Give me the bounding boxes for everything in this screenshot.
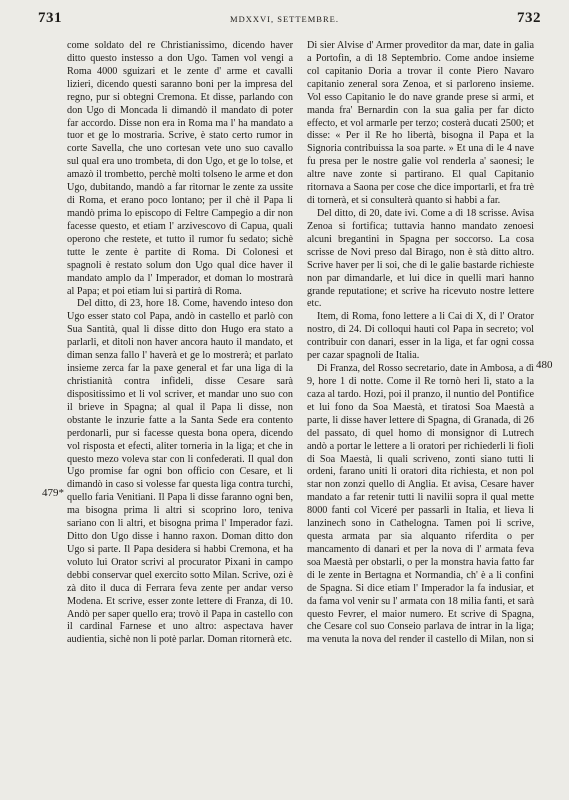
- right-text-column: [307, 40, 534, 647]
- margin-number-left: 479*: [42, 487, 64, 499]
- left-text-column: [67, 40, 293, 647]
- margin-number-right: 480: [536, 359, 553, 371]
- paragraph: come soldato del re Christianissimo, dicendo haver ditto questo instesso a don Ugo. Tamen vol vengi a Roma 4000 sguizari et le zente d' arme et cavalli lizieri, dicendo questi saranno boni per la impresa del regno, pur si obtegni Cremona. Et disse, parlando con don Ugo di Moncada li dimandò il mandato di poter far accordo. Disse non era in Roma ma l' ha mandato a tuor et ge lo mostraria. Scrive, è stato certo rumor in corte Savella, che uno cortesan vete uno suo cavallo sul qual era uno trombeta, di don Ugo, et ge lo tolse, et amazò il trombetto, perchè molti tolseno le arme et don Ugo, dubitando, mandò a far ritornar le zente za ussite di Roma, et erano poco lontano; per il chè il Papa li mandò prima lo episcopo di Feltre Campegio a dir non facesse questo, et etiam l' arzivescovo di Capua, quali operono che restete, et tutto il rumor fu sedato; sichè tutte le zente è partite di Roma. Di Colonesi et spagnoli è restato solum don Ugo qual dice haver il mandato amplo da l' Imperador, et doman lo mostrarà al Papa; et poi etiam lui si partirà di Roma.: [67, 40, 293, 297]
- running-title: MDXXVI, SETTEMBRE.: [230, 14, 339, 24]
- paragraph: Di sier Alvise d' Armer proveditor da mar, date in galìa a Portofin, a dì 18 Septembrio. Come andoe insieme col capitanio Doria a trovar il conte Piero Navaro capitanio zeneral sora Zenoa, et si parloreno insieme. Vol esso Capitanio le do nave grande prese si armi, et manda fra' Bernardin con la sua galia per far dicto effecto, et vol armarle per terzo; costerà ducati 2500; et disse: « Per il Re ho libertà, bisogna il Papa et la Signoria contribuissa la soa parte. » Et una di le 4 nave fu presa per le nostre galie vol renderla a' saonesi; le altre nave zonte si partirano. El qual Capitanio ritornava a Saona per cose che dice importarli, et fra trè di tornerà, et si consulterà quanto si habbi a far.: [307, 40, 534, 207]
- paragraph: Item, di Roma, fono lettere a li Cai di X, di l' Orator nostro, di 24. Di colloqui hauti col Papa in secreto; vol contribuir con danari, esser in la liga, et far ogni cossa per cazar spagnoli de Italia.: [307, 311, 534, 362]
- paragraph: Di Franza, del Rosso secretario, date in Ambosa, a dì 9, hore 1 di notte. Come il Re tornò heri lì, stato a la caza al tardo. Hozi, poi il pranzo, il nuntio del Pontifice et lui fono da Soa Maestà, et tiratosi Soa Maestà a parte, li disse haver lettere di Spagna, di Granada, di 26 del passato, di quel homo di monsignor di Lutrech andò a portar le lettere a li oratori per richiederli li fioli di Soa Maestà, li quali scriveno, zonti siano tutti li ordeni, farano uniti li oratori dita richiesta, et non pol star non zonzi quello di Anglia. Et avisa, Cesare haver mandato a far retenir tutti li navilii sopra il qual mette 8000 fanti col Viceré per passarli in Italia, et lieva li lanzinech sono in Cathelogna. Tamen poi li scrive, questa armata par sia alquanto riferdita o per mancamento di danari et per la nova di l' armata feva soa Maestà per obstarli, o per la monstra havia fatto far di le zente in Bertagna et Normandia, ch' è a li confini de Spagna. Si dice etiam l' Imperador la fa indusiar, et da fama vol venir su l' armata con 18 milia fanti, et sarà questo Fevrer, el maior numero. Et scrive di Spagna, che Cesare col suo Conseio parlava de intrar in la liga; ma venuta la nova del render il castello di Milan, non si: [307, 363, 534, 646]
- paragraph: Del ditto, di 23, hore 18. Come, havendo inteso don Ugo esser stato col Papa, andò in castello et parlò con Sua Santità, qual li disse ditto don Hugo era stato a parlarli, et ditoli non haver ancora hauto il mandato, et diman senza fallo l' haverà et ge lo mostrerà; et parlato insieme zerca far la paxe general et far una liga di la christianità contra infideli, disse Cesare sarà dispositissimo et li vol scriver, et mandar uno suo con il brieve in Spagna; al qual il Papa li disse, non obstante le inzurie fatte a la Santa Sede era contento perdonarli, pur si facesse questa bona opera, dicendo vol risposta et efecti, aliter torneria in la liga; et che in questo mezo voleva star con li confederati. Il qual don Ugo promise far ogni bon officio con Cesare, et li dimandò in caso si volesse far questa liga contra turchi, quello faria Venitiani. Il Papa li disse faranno ogni ben, ma bisogna prima li altri si scoprino loro, teniva sariano con li altri, et bisogna prima l' Imperador fazi. Ditto don Ugo disse i hanno raxon. Doman ditto don Ugo si parte. Il Papa desidera si habbi Cremona, et ha voluto lui Orator scrivi al procurator Pixani in campo debbi conservar quel exercito sotto Milan. Scrive, ozi è zà dito il duca di Ferrara feva zente per andar verso Modena. Et scrive, esser zonte lettere di Franza, di 10. Andò per saper quello era; trovò il Papa in castello con il cardinal Farnese et uno altro: aspectava haver audientia, sichè non li potè parlar. Doman ritornerà etc.: [67, 298, 293, 646]
- page-number-left: 731: [38, 10, 62, 26]
- page-number-right: 732: [517, 10, 541, 26]
- running-header: [0, 10, 569, 30]
- paragraph: Del ditto, di 20, date ivi. Come a dì 18 scrisse. Avisa Zenoa si fortifica; tuttavia hanno mandato zenoesi alcuni bregantini in Spagna per soccorso. La cosa scrisse de Novi preso dal Birago, non è stà ditto altro. Scrive haver per li soi, che di le galie bastarde richieste non par dimandarle, et lui dice in quelli mari hanno grande reputatione; et scrive ha ricevuto nostre lettere etc.: [307, 207, 534, 310]
